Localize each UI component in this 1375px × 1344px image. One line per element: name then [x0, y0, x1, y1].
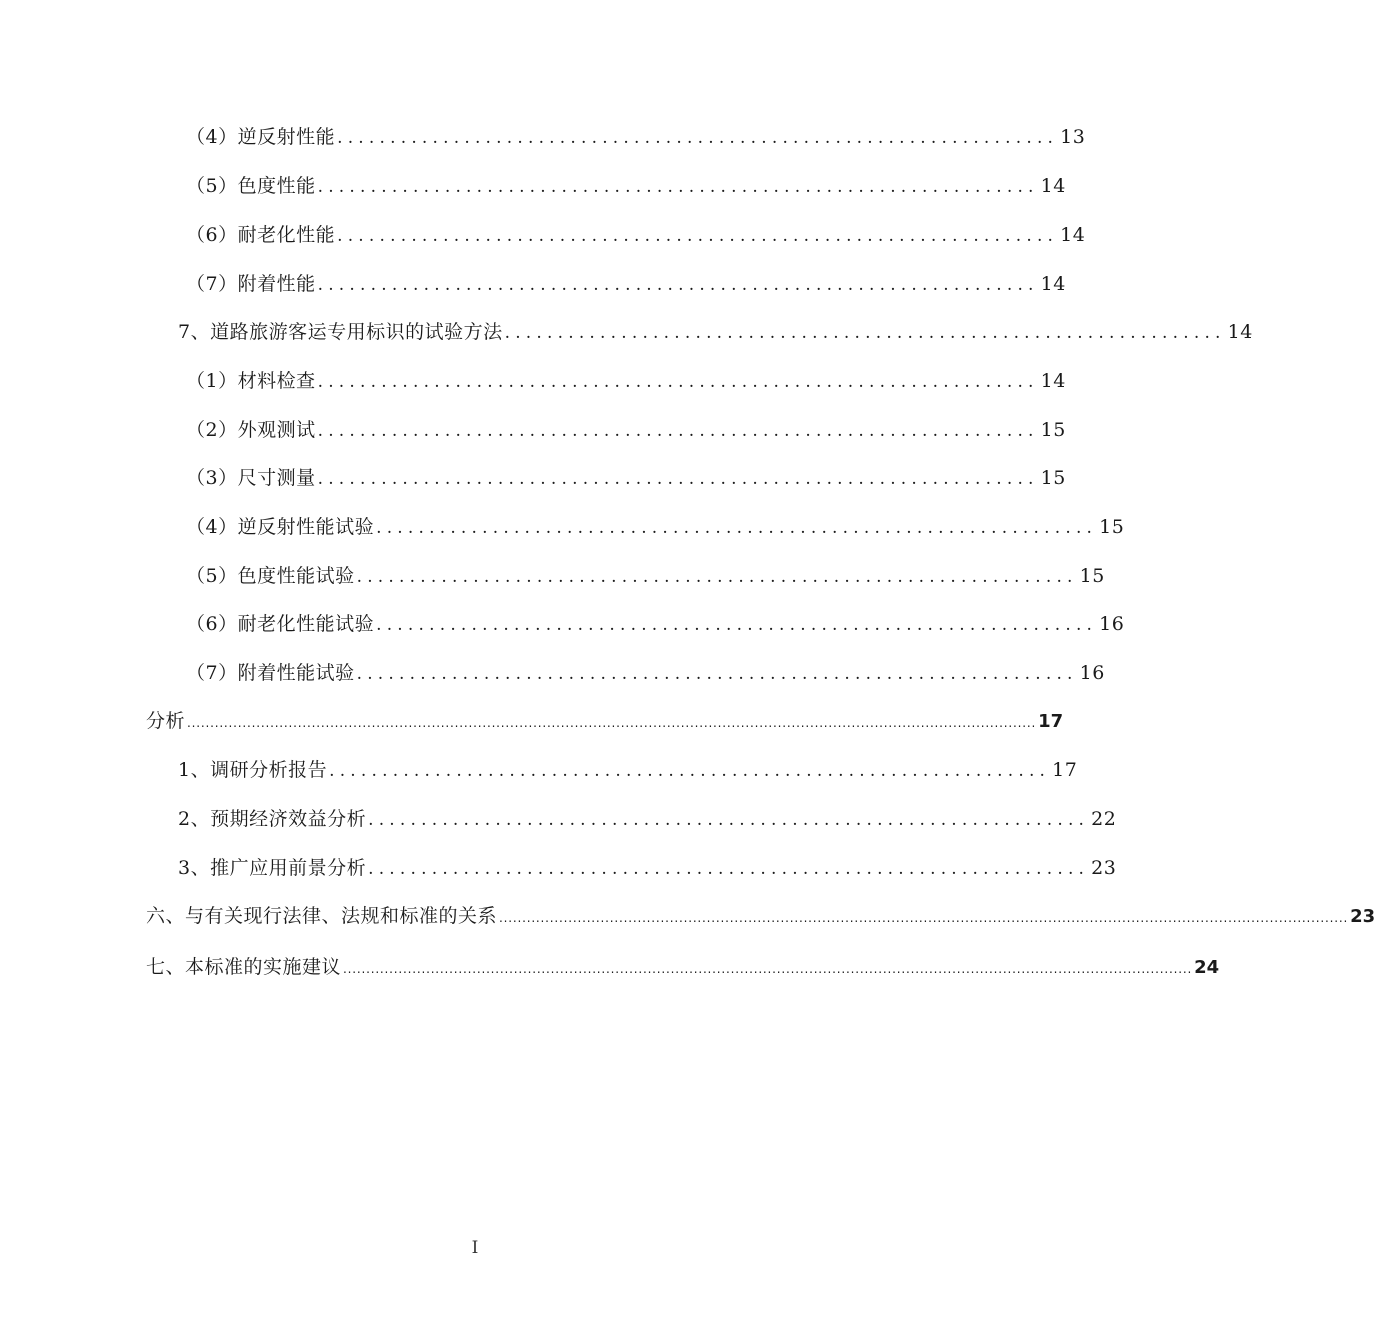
- toc-entry[interactable]: [146, 952, 1220, 982]
- toc-entry-page: 16: [1079, 662, 1105, 684]
- dot-leader: ....................................................................: [368, 810, 1090, 830]
- dot-leader: ....................................................................: [356, 664, 1078, 684]
- dot-leader: ....................................................................: [317, 177, 1039, 197]
- dot-leader: ....................................................................: [376, 615, 1098, 635]
- dot-leader: ....................................................................: [356, 567, 1078, 587]
- toc-entry[interactable]: [178, 853, 1117, 883]
- dot-leader: ........................................................................................................................................................................................: [343, 962, 1193, 976]
- toc-entry-label: 六、与有关现行法律、法规和标准的关系: [146, 905, 498, 927]
- toc-entry[interactable]: [186, 269, 1066, 299]
- toc-entry-label: （3）尺寸测量: [186, 467, 316, 489]
- toc-entry-label: （4）逆反射性能试验: [186, 516, 375, 538]
- toc-entry-label: （1）材料检查: [186, 370, 316, 392]
- dot-leader: ....................................................................: [317, 372, 1039, 392]
- dot-leader: ........................................................................................................................................................................................: [499, 911, 1349, 925]
- dot-leader: ....................................................................: [337, 128, 1059, 148]
- toc-entry-label: 7、道路旅游客运专用标识的试验方法: [178, 321, 503, 343]
- toc-entry-label: （7）附着性能试验: [186, 662, 355, 684]
- toc-entry-label: （2）外观测试: [186, 419, 316, 441]
- toc-entry-page: 15: [1040, 419, 1066, 441]
- toc-entry-page: 13: [1060, 126, 1086, 148]
- toc-entry[interactable]: [186, 512, 1125, 542]
- toc-entry-label: 1、调研分析报告: [178, 759, 328, 781]
- toc-entry[interactable]: [146, 901, 1375, 931]
- toc-entry[interactable]: [178, 755, 1078, 785]
- toc-entry-page: 16: [1099, 613, 1125, 635]
- toc-entry[interactable]: [186, 366, 1066, 396]
- toc-entry-page: 14: [1227, 321, 1253, 343]
- toc-entry-label: （7）附着性能: [186, 273, 316, 295]
- toc-entry-label: 3、推广应用前景分析: [178, 857, 367, 879]
- toc-entry-page: 15: [1040, 467, 1066, 489]
- toc-entry[interactable]: [186, 415, 1066, 445]
- toc-entry-label: （6）耐老化性能试验: [186, 613, 375, 635]
- toc-entry-label: 分析: [146, 710, 186, 732]
- toc-entry-page: 15: [1079, 565, 1105, 587]
- dot-leader: ....................................................................: [337, 226, 1059, 246]
- dot-leader: ........................................................................................................................................................................................: [187, 716, 1037, 730]
- toc-entry-page: 14: [1040, 370, 1066, 392]
- page-number: I: [471, 1238, 479, 1258]
- toc-entry[interactable]: [178, 317, 1253, 347]
- toc-entry-page: 15: [1099, 516, 1125, 538]
- toc-entry-label: （6）耐老化性能: [186, 224, 336, 246]
- toc-entry[interactable]: [186, 463, 1066, 493]
- toc-entry[interactable]: [186, 658, 1105, 688]
- dot-leader: ....................................................................: [317, 421, 1039, 441]
- dot-leader: ....................................................................: [368, 859, 1090, 879]
- toc-entry-page: 22: [1091, 808, 1117, 830]
- toc-entry[interactable]: [186, 609, 1125, 639]
- toc-entry-page: 17: [1038, 711, 1064, 732]
- toc-entry-page: 17: [1052, 759, 1078, 781]
- dot-leader: ....................................................................: [504, 323, 1226, 343]
- toc-entry-label: （5）色度性能: [186, 175, 316, 197]
- dot-leader: ....................................................................: [329, 761, 1051, 781]
- dot-leader: ....................................................................: [317, 469, 1039, 489]
- toc-entry[interactable]: [186, 220, 1086, 250]
- toc-entry-label: （5）色度性能试验: [186, 565, 355, 587]
- toc-entry[interactable]: [186, 122, 1086, 152]
- toc-entry-page: 14: [1040, 175, 1066, 197]
- toc-entry-page: 24: [1194, 957, 1220, 978]
- toc-entry-page: 14: [1040, 273, 1066, 295]
- toc-entry-label: （4）逆反射性能: [186, 126, 336, 148]
- toc-entry[interactable]: [186, 561, 1105, 591]
- toc-entry[interactable]: [146, 706, 1064, 736]
- toc-entry-page: 23: [1091, 857, 1117, 879]
- dot-leader: ....................................................................: [317, 275, 1039, 295]
- toc-entry-page: 14: [1060, 224, 1086, 246]
- toc-entry-label: 2、预期经济效益分析: [178, 808, 367, 830]
- dot-leader: ....................................................................: [376, 518, 1098, 538]
- toc-entry-page: 23: [1350, 906, 1375, 927]
- toc-entry[interactable]: [178, 804, 1117, 834]
- toc-entry-label: 七、本标准的实施建议: [146, 956, 342, 978]
- toc-entry[interactable]: [186, 171, 1066, 201]
